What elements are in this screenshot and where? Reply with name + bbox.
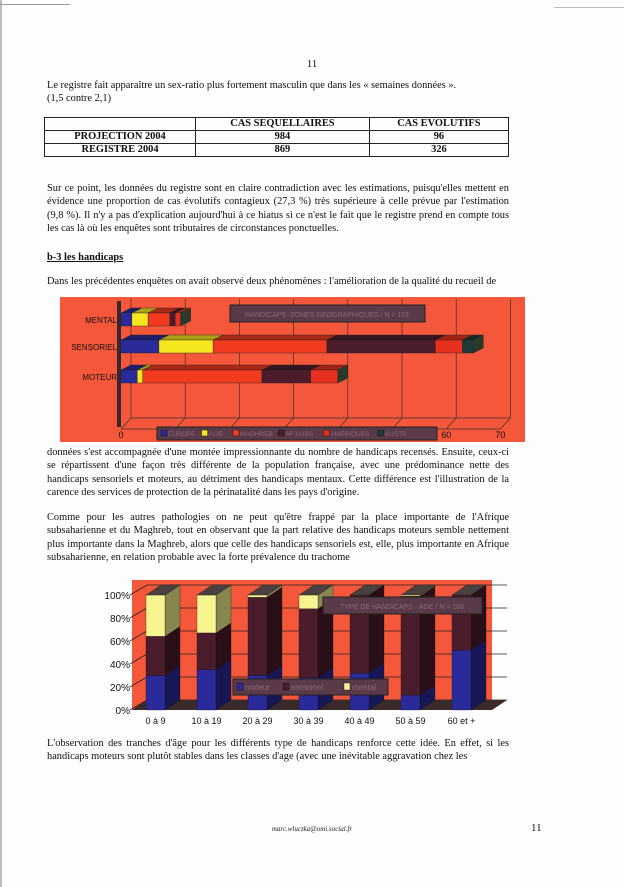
table-header <box>45 118 196 131</box>
bar-segment <box>213 340 327 353</box>
legend-swatch <box>283 683 289 690</box>
bar-segment <box>197 595 216 633</box>
paragraph: données s'est accompagnée d'une montée impressionnante du nombre de handicaps recensés. Ensuite, ceux-ci se répartissent d'une façon très différente de la population française, avec une prédominance nette des handicaps sensoriels et moteurs, au détriment des handicaps mentaux. Cette différence est l'illustration de la carence des services de protection de la périnatalité dans les pays d'origine. <box>47 447 509 498</box>
table-cell: 326 <box>369 144 508 157</box>
x-tick-label: 10 à 19 <box>191 716 222 726</box>
category-label: SENSORIEL <box>71 343 117 352</box>
bar-segment <box>159 340 213 353</box>
bar-segment <box>401 595 420 596</box>
bar-segment <box>175 313 180 326</box>
bar-segment <box>143 370 262 383</box>
table-cell: 96 <box>369 131 508 144</box>
bar-segment <box>146 676 165 711</box>
paragraph: Dans les précédentes enquêtes on avait observé deux phénomènes : l'amélioration de la qualité du recueil de <box>47 276 497 287</box>
x-tick-label: 60 et + <box>447 716 476 726</box>
bar-top <box>213 335 337 340</box>
y-tick-label: 40% <box>109 660 130 671</box>
x-tick-label: 20 à 29 <box>242 716 273 726</box>
chart-title: HANDICAPS -ZONES GEOGRAPHIQUES / N = 118 <box>245 312 409 319</box>
bar-segment <box>197 633 216 670</box>
bar-segment <box>137 370 142 383</box>
bar-segment <box>401 695 420 710</box>
bar-side <box>471 585 486 650</box>
legend-label: EUROPE <box>168 431 196 438</box>
bar-segment <box>299 609 318 678</box>
legend-label: sensoriel <box>291 683 324 692</box>
table-cell: PROJECTION 2004 <box>45 131 196 144</box>
x-tick-label: 50 à 59 <box>395 716 426 726</box>
category-label: MENTAL <box>85 316 117 325</box>
bar-top <box>159 335 223 340</box>
legend-swatch <box>237 683 243 690</box>
paragraph: (1,5 contre 2,1) <box>47 93 112 104</box>
bar-side <box>267 587 282 675</box>
bar-segment <box>452 650 471 710</box>
legend-label: mental <box>352 683 377 692</box>
legend-swatch <box>378 430 384 436</box>
legend-swatch <box>278 430 284 436</box>
legend-swatch <box>161 430 167 436</box>
legend-swatch <box>233 430 239 436</box>
legend-label: AF SUBS <box>285 431 314 438</box>
footer-page-number: 11 <box>531 822 542 834</box>
legend-label: MAGHREB <box>240 431 273 438</box>
legend-swatch <box>344 683 350 690</box>
bar-segment <box>248 597 267 675</box>
bar-segment <box>435 340 462 353</box>
y-tick-label: 0% <box>115 706 130 717</box>
y-axis-wall <box>117 301 121 427</box>
bar-segment <box>170 313 175 326</box>
table-cell: REGISTRE 2004 <box>45 144 196 157</box>
cases-table <box>44 117 509 157</box>
scan-edge <box>0 4 70 5</box>
bar-segment <box>148 313 170 326</box>
table-header: CAS EVOLUTIFS <box>369 118 508 131</box>
x-tick-label: 0 à 9 <box>145 716 166 726</box>
paragraph: L'observation des tranches d'âge pour les différents type de handicaps renforce cette idée. En effet, si les handicaps moteurs sont plutôt stables dans les classes d'age (avec une inévitable aggravation chez les <box>47 738 509 763</box>
legend-label: ASIE <box>208 431 224 438</box>
x-tick-label: 40 à 49 <box>344 716 375 726</box>
age-handicaps-chart <box>90 572 520 732</box>
table-header-row <box>45 118 509 131</box>
paragraph: Comme pour les autres pathologies on ne peut qu'être frappé par la place importante de l'Afrique subsaharienne et du Maghreb, tout en observant que la part relative des handicaps moteurs semble nettement plus importante dans la Maghreb, alors que celle des handicaps sensoriels est, elle, plus importante en Afrique subsaharienne, en relation probable avec la forte prévalence du trachome <box>47 512 509 563</box>
legend-label: moteur <box>245 683 270 692</box>
bar-segment <box>121 313 132 326</box>
bar-top <box>327 335 445 340</box>
section-heading: b-3 les handicaps <box>47 252 124 263</box>
footer-email: marc.wluczka@omi.social.fr <box>271 825 353 833</box>
bar-segment <box>327 340 435 353</box>
x-tick-label: 60 <box>441 430 452 440</box>
y-tick-label: 80% <box>109 614 130 625</box>
page-number-top: 11 <box>306 58 318 70</box>
bar-segment <box>311 370 338 383</box>
scan-edge <box>554 7 624 8</box>
table-cell: 984 <box>196 131 370 144</box>
bar-segment <box>197 670 216 710</box>
scan-edge <box>0 0 2 887</box>
x-tick-label: 70 <box>495 430 506 440</box>
chart-title: TYPE DE HANDICAPS - AGE / N = 168 <box>340 604 464 611</box>
table-row <box>45 131 509 144</box>
legend-swatch <box>202 430 208 436</box>
x-tick-label: 0 <box>118 430 124 440</box>
bar-segment <box>146 636 165 675</box>
geo-handicaps-chart <box>60 297 525 442</box>
bar-top <box>143 365 272 370</box>
bar-segment <box>132 313 148 326</box>
bar-segment <box>299 595 318 609</box>
table-cell: 869 <box>196 144 370 157</box>
bar-segment <box>462 340 473 353</box>
category-label: MOTEUR <box>82 373 117 382</box>
table-row <box>45 144 509 157</box>
y-tick-label: 20% <box>109 683 130 694</box>
legend-swatch <box>323 430 329 436</box>
table-header: CAS SEQUELLAIRES <box>196 118 370 131</box>
paragraph: Sur ce point, les données du registre sont en claire contradiction avec les estimations, puisqu'elles mettent en évidence une proportion de cas évolutifs contagieux (27,3 %) très supérieure à celle prévue par l'estimation (9,8 %). Il n'y a pas d'explication aujourd'hui à ce hiatus si ce n'est le fait que le registre prend en compte tous les cas là où les enquêtes sont tributaires de circonstances ponctuelles. <box>47 183 509 234</box>
bar-segment <box>248 595 267 597</box>
bar-side <box>471 640 486 710</box>
y-tick-label: 100% <box>104 591 130 602</box>
bar-segment <box>121 370 137 383</box>
paragraph: Le registre fait apparaître un sex-ratio plus fortement masculin que dans les « semaines données ». <box>47 80 457 91</box>
bar-segment <box>146 595 165 636</box>
x-tick-label: 30 à 39 <box>293 716 324 726</box>
bar-segment <box>121 340 159 353</box>
y-tick-label: 60% <box>109 637 130 648</box>
legend-label: AUSTR <box>384 431 407 438</box>
bar-segment <box>262 370 311 383</box>
legend-label: AMERIQUES <box>330 431 370 438</box>
